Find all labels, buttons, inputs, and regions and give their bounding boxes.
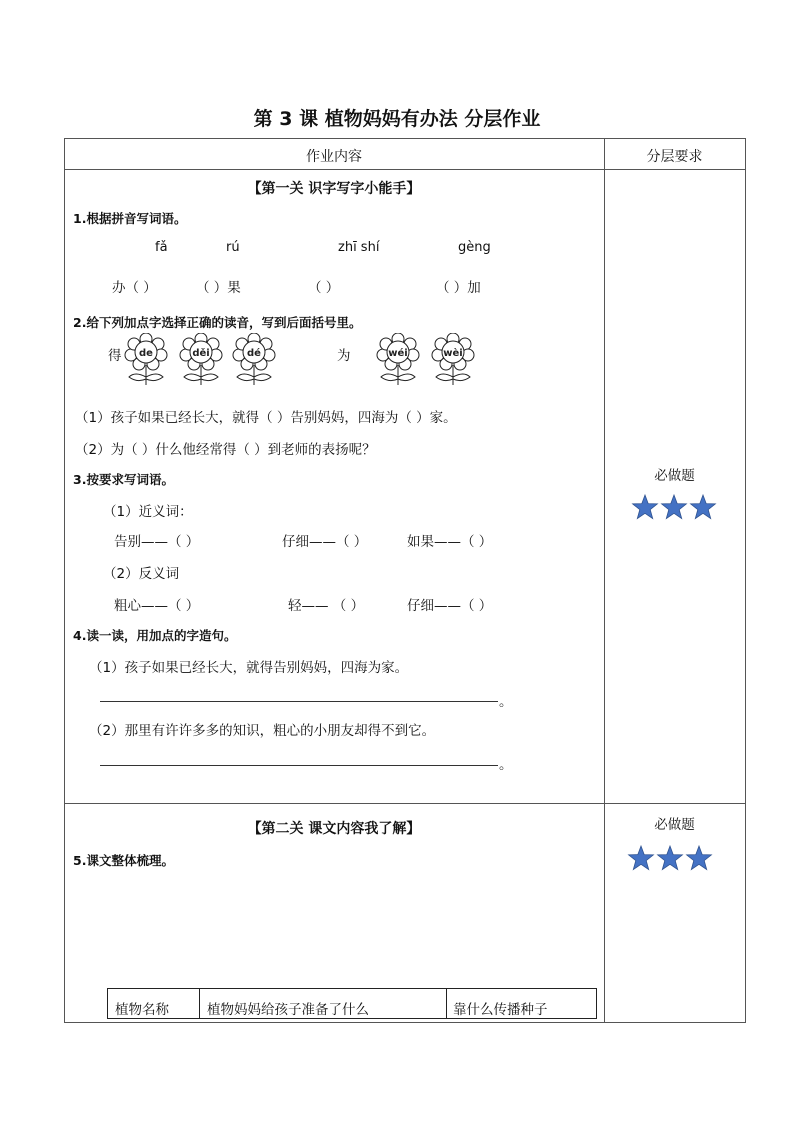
header-level: 分层要求 <box>646 149 703 165</box>
q2-char-2: 为 <box>337 348 351 364</box>
q3-row2-b: 轻—— （ ） <box>288 598 365 614</box>
q2-sentence-1: （1）孩子如果已经长大，就得（ ）告别妈妈，四海为（ ）家。 <box>75 410 457 426</box>
header-content: 作业内容 <box>306 149 362 165</box>
flower-wei2-icon <box>430 333 476 387</box>
q1-blank-4: （ ）加 <box>436 280 481 296</box>
q4-period-2: 。 <box>499 757 513 773</box>
q3-row1-b: 仔细——（ ） <box>282 534 368 550</box>
flower-label-1: de <box>139 348 153 359</box>
q2-label: 2.给下列加点字选择正确的读音，写到后面括号里。 <box>73 315 362 330</box>
q1-label: 1.根据拼音写词语。 <box>73 211 187 226</box>
q4-label: 4.读一读，用加点的字造句。 <box>73 628 237 643</box>
q4-period-1: 。 <box>499 694 513 710</box>
pinyin-1: fǎ <box>155 240 168 255</box>
q4-answer-line-1[interactable] <box>100 701 498 702</box>
section2-level: 必做题 <box>654 817 695 833</box>
three-star-icon <box>630 492 720 522</box>
q3-sub-2: （2）反义词 <box>103 566 180 582</box>
flower-wei1-icon <box>375 333 421 387</box>
q3-row2-c: 仔细——（ ） <box>407 598 493 614</box>
q4-answer-line-2[interactable] <box>100 765 498 766</box>
q3-sub-1: （1）近义词： <box>103 504 193 520</box>
q1-blank-3: （ ） <box>308 280 340 296</box>
flower-de-icon <box>123 333 169 387</box>
q5-label: 5.课文整体梳理。 <box>73 853 174 868</box>
pinyin-4: gèng <box>458 240 491 255</box>
flower-label-4: wéi <box>388 348 408 359</box>
q5-col-header-3: 靠什么传播种子 <box>453 1002 548 1018</box>
flower-de2-icon <box>231 333 277 387</box>
flower-label-5: wèi <box>443 348 463 359</box>
q4-sentence-1: （1）孩子如果已经长大，就得告别妈妈，四海为家。 <box>89 660 409 676</box>
q5-col-header-1: 植物名称 <box>115 1002 169 1018</box>
section2-heading: 【第二关 课文内容我了解】 <box>247 821 421 837</box>
pinyin-2: rú <box>226 240 240 255</box>
q1-blank-1: 办（ ） <box>112 280 157 296</box>
q2-sentence-2: （2）为（ ）什么他经常得（ ）到老师的表扬呢？ <box>75 442 376 458</box>
pinyin-3: zhī shí <box>338 240 380 255</box>
page-title: 第 3 课 植物妈妈有办法 分层作业 <box>253 108 541 130</box>
flower-label-2: děi <box>192 348 210 359</box>
section1-heading: 【第一关 识字写字小能手】 <box>247 181 421 197</box>
q3-label: 3.按要求写词语。 <box>73 472 174 487</box>
q1-blank-2: （ ）果 <box>196 280 241 296</box>
q3-row1-a: 告别——（ ） <box>114 534 200 550</box>
flower-dei-icon <box>178 333 224 387</box>
section1-level: 必做题 <box>654 468 695 484</box>
q3-row1-c: 如果——（ ） <box>407 534 493 550</box>
three-star-icon-2 <box>626 843 716 873</box>
q4-sentence-2: （2）那里有许许多多的知识，粗心的小朋友却得不到它。 <box>89 723 436 739</box>
flower-label-3: dé <box>247 348 261 359</box>
q2-char-1: 得 <box>108 348 122 364</box>
q5-col-header-2: 植物妈妈给孩子准备了什么 <box>207 1002 369 1018</box>
q3-row2-a: 粗心——（ ） <box>114 598 200 614</box>
